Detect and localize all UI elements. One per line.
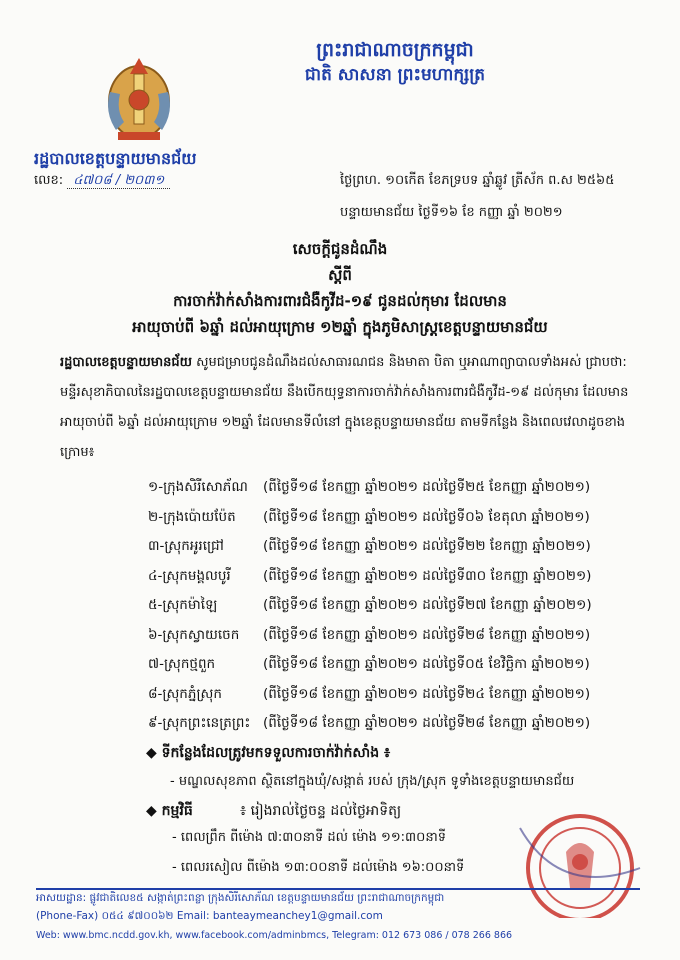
list-item bbox=[148, 685, 638, 715]
list-item bbox=[148, 478, 638, 508]
location-heading: ◆ ទីកន្លែងដែលត្រូវមកទទួលការចាក់វ៉ាក់សាំង ៖ bbox=[146, 745, 391, 761]
kingdom-heading: ព្រះរាជាណាចក្រកម្ពុជា bbox=[316, 39, 474, 61]
date-range: (ពីថ្ងៃទី១៨ ខែកញ្ញា ឆ្នាំ២០២១ ដល់ថ្ងៃទី២៧ ខែកញ្ញា ឆ្នាំ២០២១) bbox=[263, 597, 592, 613]
national-motto: ជាតិ សាសនា ព្រះមហាក្សត្រ bbox=[304, 65, 486, 85]
reference-number bbox=[34, 172, 170, 191]
district-name: ៨-ស្រុកភ្នំស្រុក bbox=[148, 685, 222, 702]
agenda-morning: - ពេលព្រឹក ពីម៉ោង ៧:៣០នាទី ដល់ ម៉ោង ១១:៣០នាទី bbox=[172, 830, 446, 845]
district-name: ៧-ស្រុកថ្មពួក bbox=[148, 656, 216, 672]
district-name: ២-ក្រុងប៉ោយប៉ែត bbox=[148, 508, 236, 525]
footer-contact: (Phone-Fax) ០៥៤ ៩៧០០៦២ Email: banteaymeanchey1@gmail.com bbox=[36, 910, 383, 922]
reference-label: លេខ: bbox=[34, 173, 64, 188]
solar-date: បន្ទាយមានជ័យ ថ្ងៃទី១៦ ខែ កញ្ញា ឆ្នាំ ២០២១ bbox=[340, 205, 563, 220]
official-red-seal-icon bbox=[500, 808, 650, 918]
agenda-days: ៖ រៀងរាល់ថ្ងៃចន្ទ ដល់ថ្ងៃអាទិត្យ bbox=[240, 803, 402, 819]
footer-divider bbox=[36, 888, 640, 890]
list-item bbox=[148, 655, 638, 685]
lunar-date: ថ្ងៃព្រហ. ១០កើត ខែភទ្របទ ឆ្នាំឆ្លូវ ត្រីស័ក ព.ស ២៥៦៥ bbox=[340, 173, 615, 188]
intro-lead: រដ្ឋបាលខេត្តបន្ទាយមានជ័យ bbox=[60, 355, 193, 370]
district-name: ១-ក្រុងសិរីសោភ័ណ bbox=[148, 479, 248, 495]
district-name: ៣-ស្រុកអូរជ្រៅ bbox=[148, 538, 224, 554]
agenda-afternoon: - ពេលរសៀល ពីម៉ោង ១៣:០០នាទី ដល់ម៉ោង ១៦:០០នាទី bbox=[172, 860, 465, 875]
agenda-heading: ◆ កម្មវិធី bbox=[146, 803, 193, 819]
date-range: (ពីថ្ងៃទី១៨ ខែកញ្ញា ឆ្នាំ២០២១ ដល់ថ្ងៃទី០៥ ខែវិច្ឆិកា ឆ្នាំ២០២១) bbox=[263, 656, 590, 672]
district-name: ៤-ស្រុកមង្គលបូរី bbox=[148, 567, 231, 584]
location-detail: - មណ្ឌលសុខភាព ស្ថិតនៅក្នុងឃុំ/សង្កាត់ របស់ ក្រុង/ស្រុក ទូទាំងខេត្តបន្ទាយមានជ័យ bbox=[170, 774, 575, 789]
date-range: (ពីថ្ងៃទី១៨ ខែកញ្ញា ឆ្នាំ២០២១ ដល់ថ្ងៃទី២៤ ខែកញ្ញា ឆ្នាំ២០២១) bbox=[263, 685, 591, 702]
title-subject-line-1: ការចាក់វ៉ាក់សាំងការពារជំងឺកូវីដ-១៩ ជូនដល់កុមារ ដែលមាន bbox=[173, 292, 507, 310]
list-item bbox=[148, 567, 638, 597]
intro-paragraph bbox=[60, 348, 640, 468]
royal-coat-of-arms-icon bbox=[98, 52, 180, 144]
date-range: (ពីថ្ងៃទី១៨ ខែកញ្ញា ឆ្នាំ២០២១ ដល់ថ្ងៃទី២២ ខែកញ្ញា ឆ្នាំ២០២១) bbox=[263, 538, 591, 554]
district-name: ៦-ស្រុកស្វាយចេក bbox=[148, 626, 240, 643]
issuing-authority: រដ្ឋបាលខេត្តបន្ទាយមានជ័យ bbox=[34, 149, 197, 168]
list-item bbox=[148, 714, 638, 744]
title-subject-label: ស្តីពី bbox=[328, 266, 352, 284]
date-range: (ពីថ្ងៃទី១៨ ខែកញ្ញា ឆ្នាំ២០២១ ដល់ថ្ងៃទី០៦ ខែតុលា ឆ្នាំ២០២១) bbox=[263, 508, 590, 525]
reference-value: ៤៧០៨ / ២០៣១ bbox=[67, 173, 170, 189]
list-item bbox=[148, 537, 638, 567]
date-range: (ពីថ្ងៃទី១៨ ខែកញ្ញា ឆ្នាំ២០២១ ដល់ថ្ងៃទី២៨ ខែកញ្ញា ឆ្នាំ២០២១) bbox=[263, 715, 591, 731]
list-item bbox=[148, 626, 638, 656]
document-title: សេចក្តីជូនដំណឹង bbox=[292, 240, 388, 258]
date-range: (ពីថ្ងៃទី១៨ ខែកញ្ញា ឆ្នាំ២០២១ ដល់ថ្ងៃទី៣០ ខែកញ្ញា ឆ្នាំ២០២១) bbox=[263, 567, 592, 584]
title-subject-line-2: អាយុចាប់ពី ៦ឆ្នាំ ដល់អាយុក្រោម ១២ឆ្នាំ ក្នុងភូមិសាស្ត្រខេត្តបន្ទាយមានជ័យ bbox=[132, 318, 548, 336]
list-item bbox=[148, 596, 638, 626]
footer-web: Web: www.bmc.ncdd.gov.kh, www.facebook.com/adminbmcs, Telegram: 012 673 086 / 078 266 866 bbox=[36, 930, 513, 941]
date-range: (ពីថ្ងៃទី១៨ ខែកញ្ញា ឆ្នាំ២០២១ ដល់ថ្ងៃទី២៥ ខែកញ្ញា ឆ្នាំ២០២១) bbox=[263, 479, 591, 495]
list-item bbox=[148, 508, 638, 538]
intro-text: សូមជម្រាបជូនដំណឹងដល់សាធារណជន និងមាតា បិតា ឬអាណាព្យាបាលទាំងអស់ ជ្រាបថា: មន្ទីរសុខាភិបាលនៃរដ្ឋបាលខេត្តបន្ទាយមានជ័យ នឹងបើកយុទ្ធនាការចាក់វ៉ាក់សាំងការពារជំងឺកូវីដ-១៩ ដល់កុមារ ដែលមានអាយុចាប់ពី ៦ឆ្នាំ ដល់អាយុក្រោម ១២ឆ្នាំ ដែលមានទីលំនៅ ក្នុងខេត្តបន្ទាយមានជ័យ តាមទីកន្លែង និងពេលវេលាដូចខាងក្រោម៖ bbox=[60, 355, 629, 460]
footer-address: អាសយដ្ឋាន: ផ្លូវជាតិលេខ៥ សង្កាត់ព្រះពន្លា ក្រុងសិរីសោភ័ណ ខេត្តបន្ទាយមានជ័យ ព្រះរាជាណាចក្រកម្ពុជា bbox=[36, 892, 445, 904]
district-name: ៥-ស្រុកម៉ាឡៃ bbox=[148, 597, 218, 613]
district-name: ៩-ស្រុកព្រះនេត្រព្រះ bbox=[148, 715, 251, 731]
district-schedule-list bbox=[148, 478, 638, 744]
date-range: (ពីថ្ងៃទី១៨ ខែកញ្ញា ឆ្នាំ២០២១ ដល់ថ្ងៃទី២៨ ខែកញ្ញា ឆ្នាំ២០២១) bbox=[263, 626, 591, 643]
